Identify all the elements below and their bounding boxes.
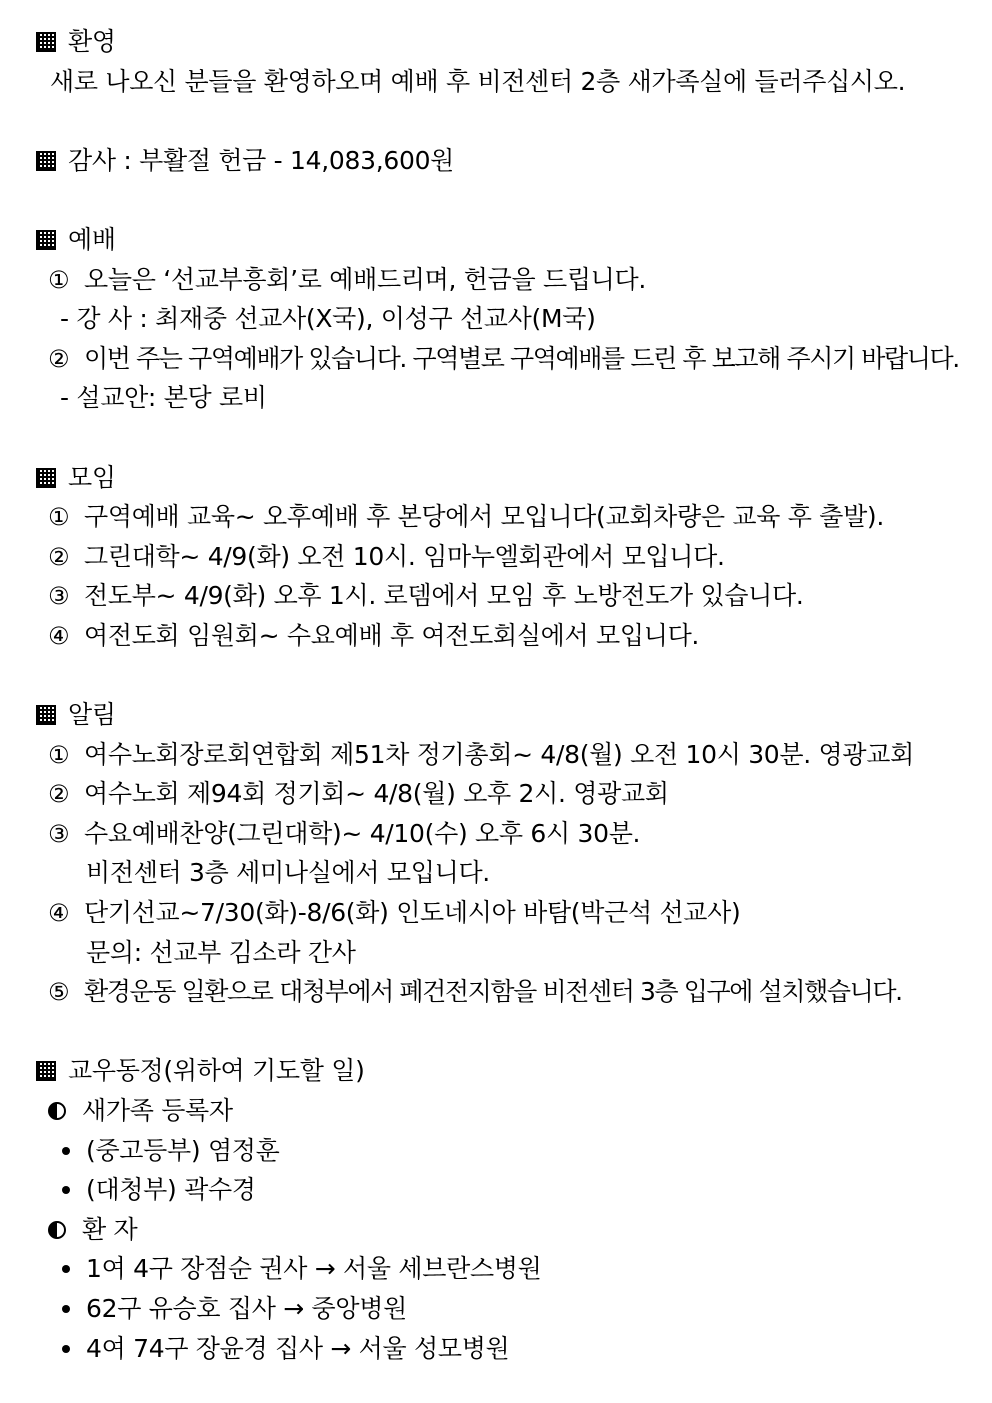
meeting-item-2: ② 그린대학~ 4/9(화) 오전 10시. 임마누엘회관에서 모입니다. [48,541,725,571]
bullet-dot-icon [62,1186,70,1194]
worship-item-1: ① 오늘은 ‘선교부흥회’로 예배드리며, 헌금을 드립니다. [48,264,647,294]
section-heading-thanks: 감사 : 부활절 헌금 - 14,083,600원 [0,141,992,181]
welcome-text: 새로 나오신 분들을 환영하오며 예배 후 비전센터 2층 새가족실에 들러주십시오. [50,66,906,96]
square-bullet-icon [36,151,56,171]
worship-item-2: ② 이번 주는 구역예배가 있습니다. 구역별로 구역예배를 드린 후 보고해 주시기 바랍니다. [48,343,959,373]
prayer-group-patients: 환 자 [0,1210,992,1250]
notice-item-3: ③ 수요예배찬양(그린대학)~ 4/10(수) 오후 6시 30분. [48,818,641,848]
bullet-dot-icon [62,1265,70,1273]
notice-item-4-continued: 문의: 선교부 김소라 간사 [86,937,356,967]
list-item: 4여 74구 장윤경 집사 → 서울 성모병원 [0,1329,992,1369]
square-bullet-icon [36,468,56,488]
section-heading-prayer: 교우동정(위하여 기도할 일) [0,1051,992,1091]
section-heading-notices: 알림 [0,695,992,735]
section-heading-welcome: 환영 [0,22,992,62]
meeting-item-4: ④ 여전도회 임원회~ 수요예배 후 여전도회실에서 모입니다. [48,620,700,650]
notice-item-2: ② 여수노회 제94회 정기회~ 4/8(월) 오후 2시. 영광교회 [48,779,669,809]
square-bullet-icon [36,32,56,52]
notice-item-3-continued: 비전센터 3층 세미나실에서 모입니다. [86,858,490,888]
notice-item-5: ⑤ 환경운동 일환으로 대청부에서 폐건전지함을 비전센터 3층 입구에 설치했습니다. [48,977,902,1007]
square-bullet-icon [36,705,56,725]
list-item: 1여 4구 장점순 권사 → 서울 세브란스병원 [0,1249,992,1289]
notice-item-4: ④ 단기선교~7/30(화)-8/6(화) 인도네시아 바탐(박근석 선교사) [48,898,741,928]
list-item: (중고등부) 염정훈 [0,1131,992,1171]
square-bullet-icon [36,1061,56,1081]
square-bullet-icon [36,230,56,250]
bulletin-page [0,22,992,1368]
meeting-item-1: ① 구역예배 교육~ 오후예배 후 본당에서 모입니다(교회차량은 교육 후 출발). [48,502,885,532]
prayer-group-new-members: 새가족 등록자 [0,1091,992,1131]
section-heading-worship: 예배 [0,220,992,260]
half-circle-icon [48,1221,66,1239]
half-circle-icon [48,1102,66,1120]
bullet-dot-icon [62,1305,70,1313]
meeting-item-3: ③ 전도부~ 4/9(화) 오후 1시. 로뎀에서 모임 후 노방전도가 있습니다. [48,581,804,611]
worship-sermon-note: - 설교안: 본당 로비 [60,383,267,413]
notice-item-1: ① 여수노회장로회연합회 제51차 정기총회~ 4/8(월) 오전 10시 30분. 영광교회 [48,739,914,769]
list-item: 62구 유승호 집사 → 중앙병원 [0,1289,992,1329]
worship-speakers: - 강 사 : 최재중 선교사(X국), 이성구 선교사(M국) [60,304,596,334]
bullet-dot-icon [62,1147,70,1155]
list-item: (대청부) 곽수경 [0,1170,992,1210]
section-heading-meetings: 모임 [0,458,992,498]
bullet-dot-icon [62,1345,70,1353]
